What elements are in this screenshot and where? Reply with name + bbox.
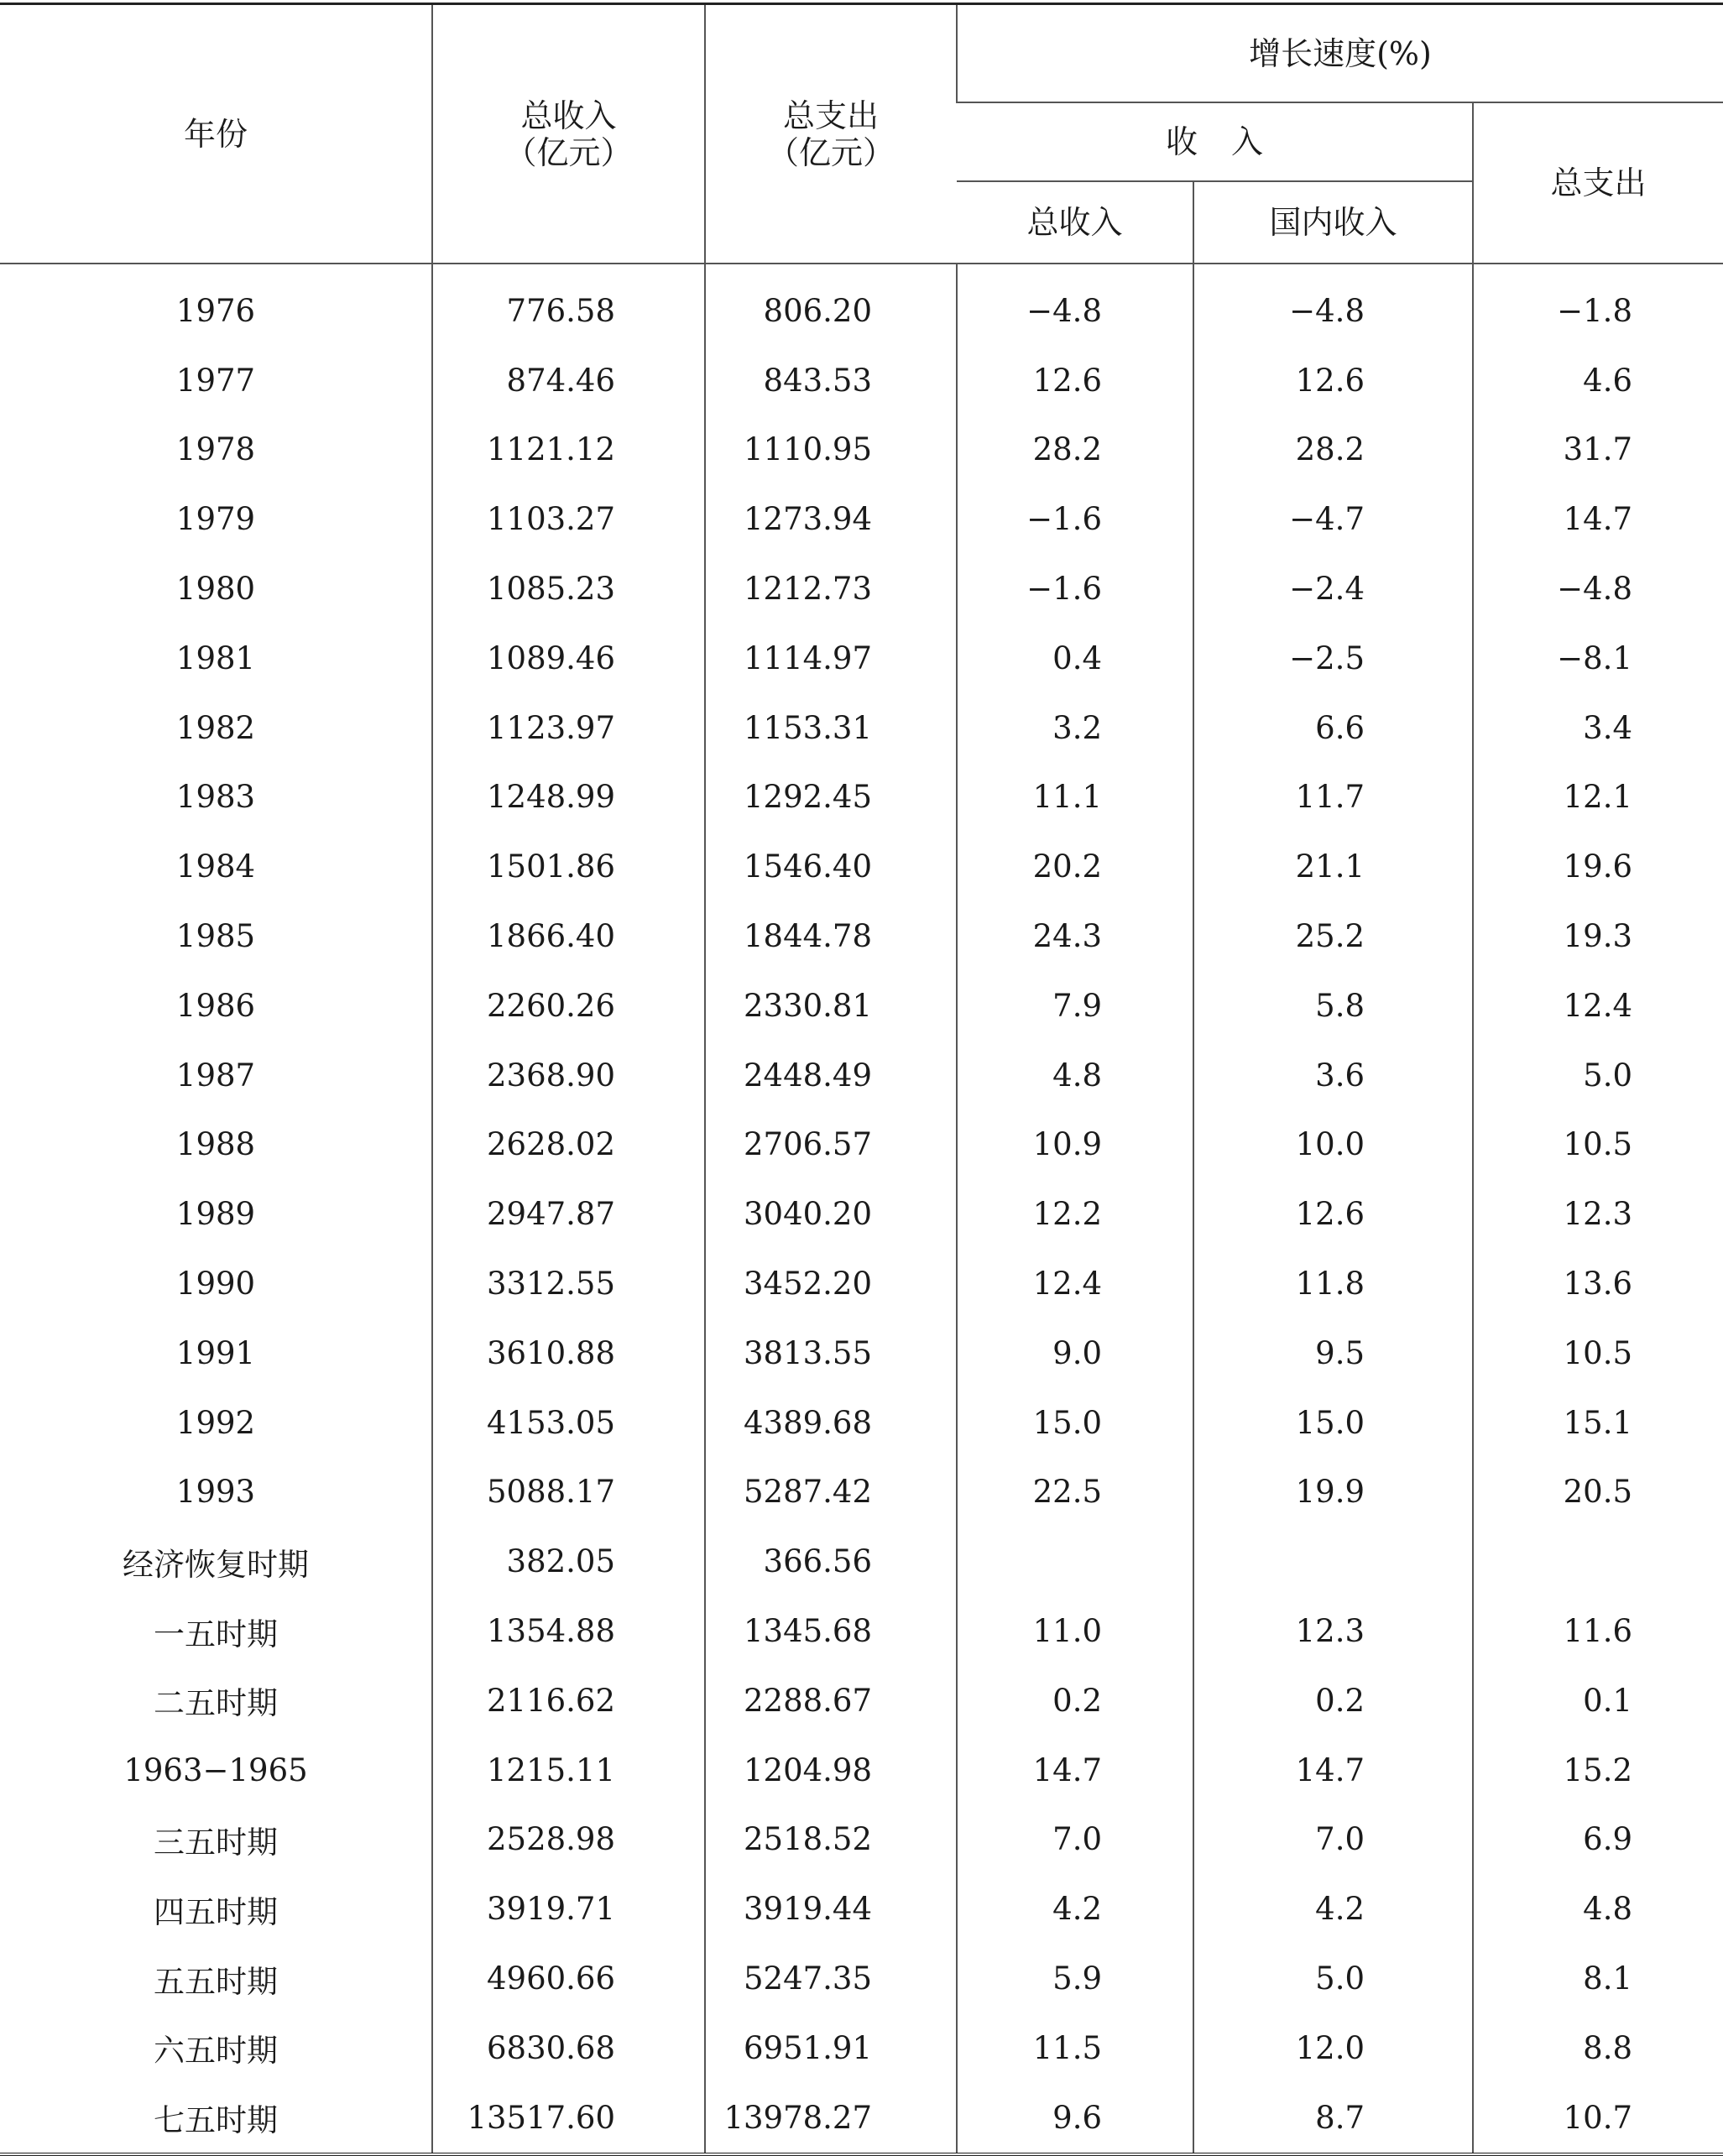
- cell-total-revenue: 2116.62: [432, 1666, 705, 1736]
- cell-growth-total-expenditure: 15.2: [1473, 1736, 1723, 1805]
- cell-total-revenue: 13517.60: [432, 2083, 705, 2154]
- cell-total-expenditure: 4389.68: [705, 1388, 957, 1458]
- cell-growth-domestic-revenue: 14.7: [1193, 1736, 1473, 1805]
- table-row: [0, 1249, 1723, 1318]
- cell-total-expenditure: 2330.81: [705, 971, 957, 1041]
- cell-growth-total-revenue: 15.0: [957, 1388, 1193, 1458]
- cell-growth-total-expenditure: 4.8: [1473, 1874, 1723, 1944]
- cell-year: 1987: [175, 1057, 256, 1094]
- cell-total-revenue: 2260.26: [432, 971, 705, 1041]
- cell-total-expenditure: 1204.98: [705, 1736, 957, 1805]
- cell-year: 1990: [175, 1266, 256, 1302]
- cell-total-expenditure: 5287.42: [705, 1458, 957, 1527]
- cell-growth-total-expenditure: 3.4: [1473, 693, 1723, 763]
- header-total-revenue-label: 总收入: [520, 97, 617, 134]
- cell-growth-total-revenue: 22.5: [957, 1458, 1193, 1527]
- cell-growth-domestic-revenue: 10.0: [1193, 1110, 1473, 1180]
- cell-year: 一五时期: [154, 1616, 278, 1652]
- cell-growth-total-revenue: 10.9: [957, 1110, 1193, 1180]
- header-total-expenditure-label: 总支出: [782, 97, 879, 134]
- table-row: [0, 1458, 1723, 1527]
- cell-total-revenue: 1248.99: [432, 763, 705, 833]
- cell-total-revenue: 1354.88: [432, 1596, 705, 1666]
- cell-growth-total-revenue: 0.2: [957, 1666, 1193, 1736]
- cell-total-expenditure: 3452.20: [705, 1249, 957, 1318]
- cell-growth-domestic-revenue: 9.5: [1193, 1318, 1473, 1388]
- table-row: [0, 1874, 1723, 1944]
- cell-growth-domestic-revenue: 19.9: [1193, 1458, 1473, 1527]
- cell-growth-total-revenue: 11.5: [957, 2013, 1193, 2083]
- table-row: [0, 1666, 1723, 1736]
- cell-growth-total-revenue: 9.6: [957, 2083, 1193, 2154]
- cell-growth-domestic-revenue: 5.0: [1193, 1944, 1473, 2013]
- header-growth-domestic-revenue: [1193, 181, 1473, 264]
- cell-growth-total-revenue: 28.2: [957, 415, 1193, 485]
- cell-total-expenditure: 1844.78: [705, 901, 957, 971]
- header-growth-total-revenue-label: 总收入: [1026, 204, 1123, 241]
- cell-growth-domestic-revenue: 8.7: [1193, 2083, 1473, 2154]
- table-row: [0, 1596, 1723, 1666]
- cell-total-expenditure: 6951.91: [705, 2013, 957, 2083]
- cell-growth-total-revenue: 12.6: [957, 346, 1193, 415]
- cell-year: 1988: [175, 1126, 256, 1163]
- cell-growth-total-expenditure: 19.6: [1473, 832, 1723, 901]
- cell-total-revenue: 382.05: [432, 1527, 705, 1596]
- cell-year: 1980: [175, 571, 256, 608]
- table-row: [0, 484, 1723, 554]
- cell-growth-total-revenue: 4.8: [957, 1041, 1193, 1110]
- cell-total-revenue: 3610.88: [432, 1318, 705, 1388]
- cell-total-revenue: 4153.05: [432, 1388, 705, 1458]
- header-growth-rate: [957, 4, 1723, 103]
- cell-year: 1989: [175, 1196, 256, 1233]
- table-row: [0, 1944, 1723, 2013]
- cell-growth-total-expenditure: 14.7: [1473, 484, 1723, 554]
- cell-total-expenditure: 366.56: [705, 1527, 957, 1596]
- header-year: [0, 4, 432, 264]
- cell-total-revenue: 1215.11: [432, 1736, 705, 1805]
- header-growth-total-expenditure: [1473, 102, 1723, 264]
- cell-year: 1979: [175, 501, 256, 538]
- header-growth-total-revenue: [957, 181, 1193, 264]
- cell-growth-total-expenditure: −1.8: [1473, 264, 1723, 346]
- cell-growth-total-expenditure: 12.4: [1473, 971, 1723, 1041]
- cell-growth-total-expenditure: 10.7: [1473, 2083, 1723, 2154]
- cell-growth-total-revenue: 14.7: [957, 1736, 1193, 1805]
- table-header: [0, 4, 1723, 264]
- cell-growth-total-revenue: 4.2: [957, 1874, 1193, 1944]
- table-row: [0, 554, 1723, 624]
- cell-growth-domestic-revenue: 0.2: [1193, 1666, 1473, 1736]
- header-total-expenditure: [705, 4, 957, 264]
- table-row: [0, 901, 1723, 971]
- cell-year: 1986: [175, 987, 256, 1024]
- cell-year: 1978: [175, 431, 256, 468]
- cell-year: 1984: [175, 848, 256, 885]
- cell-year: 1992: [175, 1404, 256, 1441]
- cell-growth-total-revenue: 7.9: [957, 971, 1193, 1041]
- header-growth-rate-label: 增长速度(%): [1249, 34, 1432, 72]
- cell-year: 经济恢复时期: [123, 1546, 309, 1583]
- cell-total-expenditure: 1292.45: [705, 763, 957, 833]
- table-row: [0, 1041, 1723, 1110]
- cell-growth-total-revenue: 12.2: [957, 1179, 1193, 1249]
- cell-growth-total-expenditure: 8.8: [1473, 2013, 1723, 2083]
- header-total-revenue-unit: （亿元）: [504, 133, 633, 171]
- cell-total-expenditure: 1273.94: [705, 484, 957, 554]
- cell-total-revenue: 1501.86: [432, 832, 705, 901]
- cell-year: 六五时期: [154, 2033, 278, 2070]
- cell-total-expenditure: 1153.31: [705, 693, 957, 763]
- header-growth-total-expenditure-label: 总支出: [1550, 164, 1647, 201]
- cell-total-expenditure: 3040.20: [705, 1179, 957, 1249]
- cell-year: 五五时期: [154, 1963, 278, 2000]
- cell-total-revenue: 3919.71: [432, 1874, 705, 1944]
- cell-year: 1977: [175, 362, 256, 399]
- cell-growth-total-revenue: 0.4: [957, 624, 1193, 693]
- cell-growth-domestic-revenue: 12.0: [1193, 2013, 1473, 2083]
- cell-growth-total-expenditure: 19.3: [1473, 901, 1723, 971]
- header-revenue-group-label: 收入: [1165, 123, 1297, 160]
- cell-growth-total-revenue: 9.0: [957, 1318, 1193, 1388]
- cell-year: 1993: [175, 1474, 256, 1511]
- cell-total-revenue: 1123.97: [432, 693, 705, 763]
- cell-total-revenue: 1103.27: [432, 484, 705, 554]
- cell-total-expenditure: 1212.73: [705, 554, 957, 624]
- table-row: [0, 1805, 1723, 1875]
- cell-year: 1985: [175, 918, 256, 955]
- cell-growth-total-expenditure: 12.1: [1473, 763, 1723, 833]
- cell-total-expenditure: 2448.49: [705, 1041, 957, 1110]
- cell-growth-domestic-revenue: 12.6: [1193, 346, 1473, 415]
- table-row: [0, 971, 1723, 1041]
- cell-growth-total-expenditure: −8.1: [1473, 624, 1723, 693]
- cell-year: 1981: [175, 639, 256, 676]
- header-revenue-group: [957, 102, 1473, 181]
- cell-growth-total-expenditure: 10.5: [1473, 1318, 1723, 1388]
- cell-growth-total-expenditure: 13.6: [1473, 1249, 1723, 1318]
- cell-growth-total-expenditure: 11.6: [1473, 1596, 1723, 1666]
- table-body: [0, 264, 1723, 2154]
- cell-growth-domestic-revenue: 6.6: [1193, 693, 1473, 763]
- cell-growth-domestic-revenue: 4.2: [1193, 1874, 1473, 1944]
- cell-total-revenue: 1089.46: [432, 624, 705, 693]
- cell-year: 四五时期: [154, 1893, 278, 1930]
- table-row: [0, 763, 1723, 833]
- cell-total-expenditure: 3919.44: [705, 1874, 957, 1944]
- revenue-expenditure-table: [0, 3, 1723, 2156]
- cell-growth-domestic-revenue: 12.6: [1193, 1179, 1473, 1249]
- cell-total-revenue: 3312.55: [432, 1249, 705, 1318]
- cell-growth-domestic-revenue: 25.2: [1193, 901, 1473, 971]
- cell-year: 1991: [175, 1334, 256, 1371]
- cell-growth-total-revenue: 12.4: [957, 1249, 1193, 1318]
- cell-growth-total-expenditure: 20.5: [1473, 1458, 1723, 1527]
- cell-growth-total-revenue: 11.0: [957, 1596, 1193, 1666]
- cell-growth-total-revenue: [957, 1527, 1193, 1596]
- cell-growth-total-expenditure: 15.1: [1473, 1388, 1723, 1458]
- cell-growth-total-expenditure: 4.6: [1473, 346, 1723, 415]
- cell-growth-total-expenditure: 12.3: [1473, 1179, 1723, 1249]
- cell-growth-total-revenue: −4.8: [957, 264, 1193, 346]
- table-row: [0, 1388, 1723, 1458]
- table-row: [0, 832, 1723, 901]
- cell-growth-total-expenditure: [1473, 1527, 1723, 1596]
- cell-year: 1963−1965: [123, 1751, 308, 1788]
- table-row: [0, 1110, 1723, 1180]
- cell-total-expenditure: 2518.52: [705, 1805, 957, 1875]
- header-total-revenue: [432, 4, 705, 264]
- table-row: [0, 1179, 1723, 1249]
- cell-growth-total-expenditure: 6.9: [1473, 1805, 1723, 1875]
- cell-total-revenue: 5088.17: [432, 1458, 705, 1527]
- cell-year: 1983: [175, 779, 256, 816]
- table-row: [0, 1318, 1723, 1388]
- cell-total-expenditure: 3813.55: [705, 1318, 957, 1388]
- cell-total-expenditure: 843.53: [705, 346, 957, 415]
- cell-total-revenue: 2368.90: [432, 1041, 705, 1110]
- cell-total-expenditure: 1546.40: [705, 832, 957, 901]
- cell-growth-total-expenditure: 5.0: [1473, 1041, 1723, 1110]
- cell-growth-total-revenue: −1.6: [957, 484, 1193, 554]
- header-growth-domestic-revenue-label: 国内收入: [1269, 204, 1397, 241]
- cell-growth-domestic-revenue: [1193, 1527, 1473, 1596]
- cell-growth-domestic-revenue: 28.2: [1193, 415, 1473, 485]
- cell-growth-total-expenditure: −4.8: [1473, 554, 1723, 624]
- cell-growth-domestic-revenue: 12.3: [1193, 1596, 1473, 1666]
- cell-growth-domestic-revenue: 15.0: [1193, 1388, 1473, 1458]
- cell-growth-domestic-revenue: 7.0: [1193, 1805, 1473, 1875]
- table-row: [0, 1527, 1723, 1596]
- cell-growth-total-revenue: 20.2: [957, 832, 1193, 901]
- table-row: [0, 2013, 1723, 2083]
- cell-total-revenue: 2628.02: [432, 1110, 705, 1180]
- cell-growth-total-expenditure: 0.1: [1473, 1666, 1723, 1736]
- cell-total-expenditure: 2706.57: [705, 1110, 957, 1180]
- cell-growth-domestic-revenue: 11.7: [1193, 763, 1473, 833]
- cell-growth-total-expenditure: 31.7: [1473, 415, 1723, 485]
- cell-growth-total-revenue: −1.6: [957, 554, 1193, 624]
- cell-total-revenue: 6830.68: [432, 2013, 705, 2083]
- cell-total-revenue: 4960.66: [432, 1944, 705, 2013]
- table-row: [0, 264, 1723, 346]
- cell-growth-domestic-revenue: 3.6: [1193, 1041, 1473, 1110]
- cell-total-expenditure: 1345.68: [705, 1596, 957, 1666]
- header-year-label: 年份: [183, 115, 248, 153]
- cell-total-expenditure: 2288.67: [705, 1666, 957, 1736]
- cell-growth-total-revenue: 5.9: [957, 1944, 1193, 2013]
- cell-growth-domestic-revenue: −2.4: [1193, 554, 1473, 624]
- cell-growth-total-revenue: 7.0: [957, 1805, 1193, 1875]
- cell-growth-domestic-revenue: 11.8: [1193, 1249, 1473, 1318]
- cell-growth-domestic-revenue: −2.5: [1193, 624, 1473, 693]
- header-total-expenditure-unit: （亿元）: [766, 133, 895, 171]
- cell-total-expenditure: 5247.35: [705, 1944, 957, 2013]
- cell-total-revenue: 776.58: [432, 264, 705, 346]
- cell-growth-domestic-revenue: −4.8: [1193, 264, 1473, 346]
- cell-year: 三五时期: [154, 1824, 278, 1861]
- table-row: [0, 415, 1723, 485]
- cell-growth-total-revenue: 24.3: [957, 901, 1193, 971]
- cell-total-expenditure: 1114.97: [705, 624, 957, 693]
- cell-growth-total-expenditure: 8.1: [1473, 1944, 1723, 2013]
- table-row: [0, 346, 1723, 415]
- cell-total-expenditure: 13978.27: [705, 2083, 957, 2154]
- table-row: [0, 1736, 1723, 1805]
- cell-total-revenue: 1085.23: [432, 554, 705, 624]
- cell-growth-domestic-revenue: 21.1: [1193, 832, 1473, 901]
- table-row: [0, 2083, 1723, 2154]
- cell-total-expenditure: 806.20: [705, 264, 957, 346]
- cell-total-revenue: 874.46: [432, 346, 705, 415]
- cell-total-revenue: 2947.87: [432, 1179, 705, 1249]
- cell-year: 二五时期: [154, 1685, 278, 1722]
- cell-total-revenue: 1121.12: [432, 415, 705, 485]
- table-row: [0, 624, 1723, 693]
- cell-year: 七五时期: [154, 2102, 278, 2139]
- cell-year: 1982: [175, 709, 256, 746]
- cell-growth-total-revenue: 3.2: [957, 693, 1193, 763]
- table-row: [0, 693, 1723, 763]
- cell-growth-domestic-revenue: 5.8: [1193, 971, 1473, 1041]
- cell-total-revenue: 2528.98: [432, 1805, 705, 1875]
- cell-growth-domestic-revenue: −4.7: [1193, 484, 1473, 554]
- cell-growth-total-revenue: 11.1: [957, 763, 1193, 833]
- cell-total-expenditure: 1110.95: [705, 415, 957, 485]
- cell-total-revenue: 1866.40: [432, 901, 705, 971]
- cell-year: 1976: [175, 292, 256, 329]
- cell-growth-total-expenditure: 10.5: [1473, 1110, 1723, 1180]
